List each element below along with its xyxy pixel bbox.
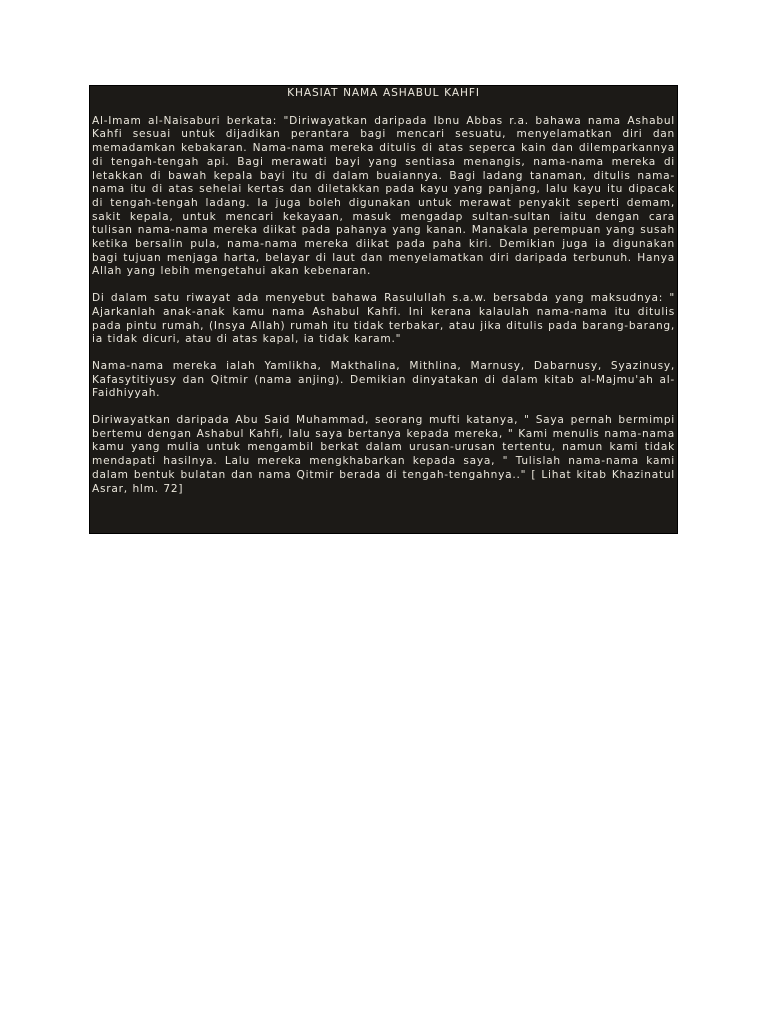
article-box [89,85,678,534]
article-paragraph-1: Al-Imam al-Naisaburi berkata: "Diriwayatkan daripada Ibnu Abbas r.a. bahawa nama Ashabul Kahfi sesuai untuk dijadikan perantara bagi mencari sesuatu, menyelamatkan diri dan memadamkan kebakaran. Nama-nama mereka ditulis di atas seperca kain dan dilemparkannya di tengah-tengah api. Bagi merawati bayi yang sentiasa menangis, nama-nama mereka di letakkan di bawah kepala bayi itu di dalam buaiannya. Bagi ladang tanaman, ditulis nama-nama itu di atas sehelai kertas dan diletakkan pada kayu yang panjang, lalu kayu itu dipacak di tengah-tengah ladang. Ia juga boleh digunakan untuk merawat penyakit seperti demam, sakit kepala, untuk mencari kekayaan, masuk mengadap sultan-sultan iaitu dengan cara tulisan nama-nama mereka diikat pada pahanya yang kanan. Manakala perempuan yang susah ketika bersalin pula, nama-nama mereka diikat pada paha kiri. Demikian juga ia digunakan bagi tujuan menjaga harta, belayar di laut dan menyelamatkan diri daripada terbunuh. Hanya Allah yang lebih mengetahui akan kebenaran. [92,114,675,278]
article-title: KHASIAT NAMA ASHABUL KAHFI [287,87,480,99]
article-paragraph-3: Nama-nama mereka ialah Yamlikha, Makthalina, Mithlina, Marnusy, Dabarnusy, Syazinusy, Kafasytitiyusy dan Qitmir (nama anjing). Demikian dinyatakan di dalam kitab al-Majmu'ah al-Faidhiyyah. [92,359,675,400]
article-paragraph-2: Di dalam satu riwayat ada menyebut bahawa Rasulullah s.a.w. bersabda yang maksudnya: " Ajarkanlah anak-anak kamu nama Ashabul Kahfi. Ini kerana kalaulah nama-nama itu ditulis pada pintu rumah, (Insya Allah) rumah itu tidak terbakar, atau jika ditulis pada barang-barang, ia tidak dicuri, atau di atas kapal, ia tidak karam." [92,292,675,346]
article-paragraph-4: Diriwayatkan daripada Abu Said Muhammad, seorang mufti katanya, " Saya pernah bermimpi bertemu dengan Ashabul Kahfi, lalu saya bertanya kepada mereka, " Kami menulis nama-nama kamu yang mulia untuk mengambil berkat dalam urusan-urusan tertentu, namun kami tidak mendapati hasilnya. Lalu mereka mengkhabarkan kepada saya, " Tulislah nama-nama kami dalam bentuk bulatan dan nama Qitmir berada di tengah-tengahnya.." [ Lihat kitab Khazinatul Asrar, hlm. 72] [92,414,675,495]
